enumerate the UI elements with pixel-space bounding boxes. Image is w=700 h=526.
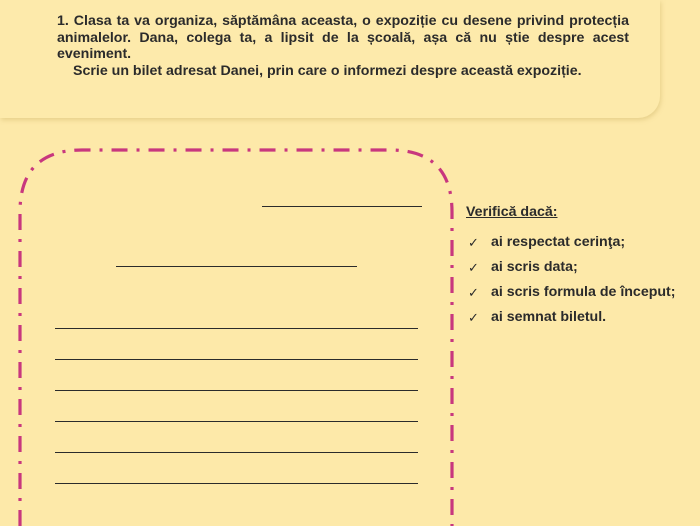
greeting-line[interactable]: [116, 266, 357, 267]
checkmark-icon: ✓: [468, 285, 479, 300]
writing-line-6[interactable]: [55, 483, 418, 484]
checklist-item: [466, 305, 676, 330]
checklist-item-text: ai respectat cerinţa;: [491, 234, 626, 250]
checklist-item: [466, 255, 676, 280]
checklist: [466, 203, 676, 330]
checklist-item: [466, 230, 676, 255]
task-paragraph-2: Scrie un bilet adresat Danei, prin care o informezi despre această expoziție.: [73, 62, 582, 79]
checklist-items: [466, 230, 676, 330]
writing-line-3[interactable]: [55, 390, 418, 391]
checklist-item-text: ai semnat biletul.: [491, 309, 607, 325]
writing-line-1[interactable]: [55, 328, 418, 329]
writing-line-4[interactable]: [55, 421, 418, 422]
checklist-item-text: ai scris data;: [491, 259, 578, 275]
writing-line-5[interactable]: [55, 452, 418, 453]
checkmark-icon: ✓: [468, 310, 479, 325]
checklist-item-text: ai scris formula de început;: [491, 284, 676, 300]
checklist-item: [466, 280, 676, 305]
checkmark-icon: ✓: [468, 235, 479, 250]
checkmark-icon: ✓: [468, 260, 479, 275]
date-line[interactable]: [262, 206, 422, 207]
writing-line-2[interactable]: [55, 359, 418, 360]
task-paragraph-1: 1. Clasa ta va organiza, săptămâna aceasta, o expoziție cu desene privind protecția animalelor. Dana, colega ta, a lipsit de la școală, așa că nu știe despre acest eveniment.: [57, 13, 629, 62]
checklist-title: Verifică dacă:: [466, 204, 558, 220]
